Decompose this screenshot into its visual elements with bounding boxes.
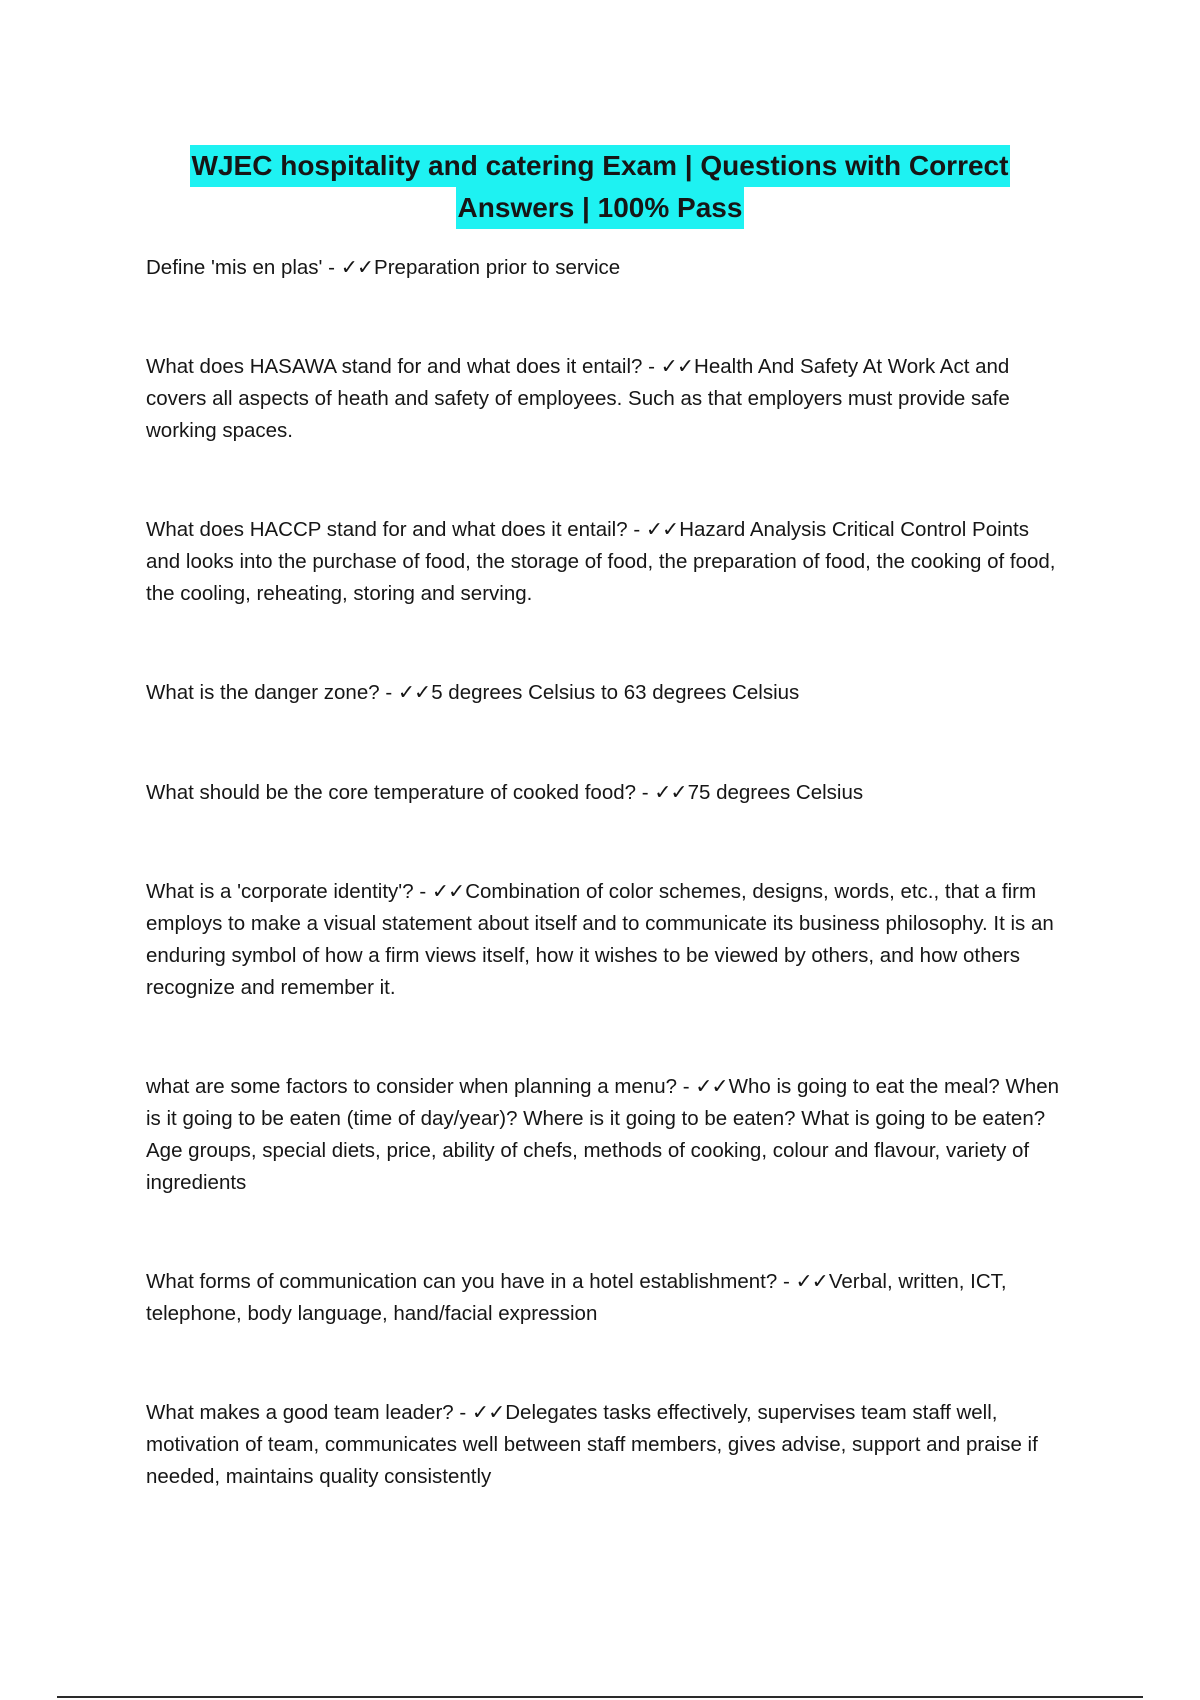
check-icon: ✓✓ (397, 680, 431, 704)
check-icon: ✓✓ (340, 255, 374, 279)
question-text: What should be the core temperature of cooked food? (146, 781, 637, 804)
qa-item (146, 251, 1061, 284)
title-line-1: WJEC hospitality and catering Exam | Questions with Correct (190, 145, 1011, 187)
qa-item (146, 350, 1061, 447)
qa-item (146, 1265, 1061, 1330)
question-text: What does HASAWA stand for and what does it entail? (146, 355, 643, 378)
answer-separator: - (677, 1075, 696, 1098)
question-text: What makes a good team leader? (146, 1401, 454, 1424)
answer-text: Preparation prior to service (374, 256, 621, 279)
answer-separator: - (627, 518, 646, 541)
answer-separator: - (642, 355, 661, 378)
answer-separator: - (322, 256, 341, 279)
check-icon: ✓✓ (795, 1269, 828, 1293)
qa-item (146, 676, 1061, 709)
answer-text: Health And Safety At Work Act and covers all aspects of heath and safety of employees. Such as that employers must provide safe working spaces. (146, 355, 1010, 442)
answer-text: 5 degrees Celsius to 63 degrees Celsius (431, 681, 800, 704)
check-icon: ✓✓ (431, 879, 465, 903)
answer-text: Who is going to eat the meal? When is it going to be eaten (time of day/year)? Where is it going to be eaten? What is going to be eaten? Age groups, special diets, price, ability of chefs, methods of cooking, colour and flavour, variety of ingredients (146, 1075, 1060, 1194)
page-title (146, 145, 1054, 229)
check-icon: ✓✓ (695, 1074, 728, 1098)
footer-divider (57, 1696, 1143, 1698)
question-text: What is a 'corporate identity'? (146, 880, 414, 903)
answer-separator: - (413, 880, 432, 903)
qa-item (146, 513, 1061, 610)
answer-text: Hazard Analysis Critical Control Points and looks into the purchase of food, the storage of food, the preparation of food, the cooking of food, the cooling, reheating, storing and serving. (146, 518, 1056, 605)
question-text: What is the danger zone? (146, 681, 380, 704)
question-text: What does HACCP stand for and what does it entail? (146, 518, 628, 541)
answer-text: 75 degrees Celsius (687, 781, 864, 804)
question-text: what are some factors to consider when planning a menu? (146, 1075, 678, 1098)
answer-text: Combination of color schemes, designs, words, etc., that a firm employs to make a visual statement about itself and to communicate its business philosophy. It is an enduring symbol of how a firm views itself, how it wishes to be viewed by others, and how others recognize and remember it. (146, 880, 1054, 999)
answer-separator: - (379, 681, 398, 704)
question-text: What forms of communication can you have in a hotel establishment? (146, 1270, 778, 1293)
answer-text: Delegates tasks effectively, supervises team staff well, motivation of team, communicates well between staff members, gives advise, support and praise if needed, maintains quality consistently (146, 1401, 1038, 1488)
check-icon: ✓✓ (660, 354, 694, 378)
check-icon: ✓✓ (645, 517, 679, 541)
check-icon: ✓✓ (654, 780, 687, 804)
title-line-2: Answers | 100% Pass (456, 187, 745, 229)
question-text: Define 'mis en plas' (146, 256, 323, 279)
answer-text: Verbal, written, ICT, telephone, body language, hand/facial expression (146, 1270, 1007, 1325)
qa-item (146, 875, 1061, 1004)
answer-separator: - (777, 1270, 796, 1293)
answer-separator: - (636, 781, 655, 804)
answer-separator: - (453, 1401, 472, 1424)
qa-item (146, 1070, 1061, 1199)
qa-item (146, 776, 1061, 809)
check-icon: ✓✓ (471, 1400, 505, 1424)
qa-item (146, 1396, 1061, 1493)
